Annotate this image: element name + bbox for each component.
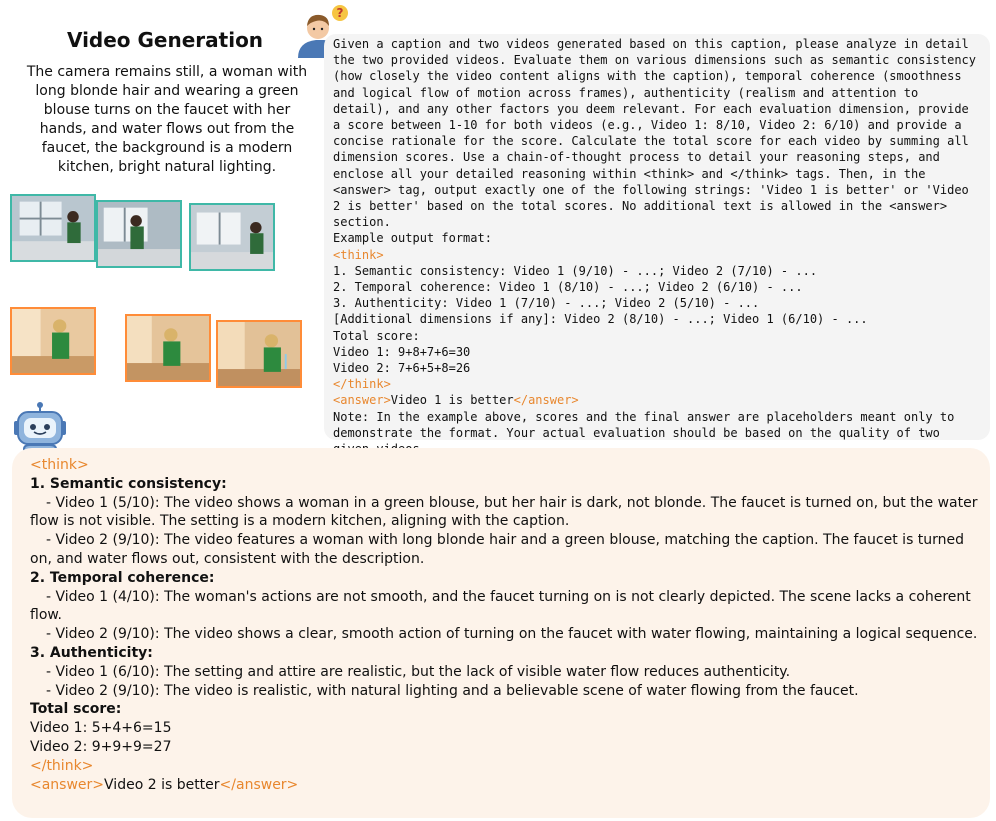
response-total-v2: Video 2: 9+9+9=27 [30, 738, 172, 755]
response-answer-line [30, 776, 980, 795]
response-item: - Video 1 (5/10): The video shows a woman in a green blouse, but her hair is dark, not blonde. The faucet is turned on, but the water flow is not visible. The setting is a modern kitchen, aligning with the caption. [30, 494, 978, 530]
video-1-frame-2 [96, 200, 182, 268]
caption-text: The camera remains still, a woman with long blonde hair and wearing a green blouse turns on the faucet with her hands, and water flows out from the faucet, the background is a modern kitchen, bright natural lighting. [26, 64, 308, 175]
prompt-intro: Given a caption and two videos generated based on this caption, please analyze in detail the two provided videos. Evaluate them on various dimensions such as semantic consistency (how closely the video content aligns with the caption), temporal coherence (smoothness and logical flow of motion across frames), authenticity (realism and attention to detail), and any other factors you deem relevant. For each evaluation dimension, provide a score between 1-10 for both videos (e.g., Video 1: 8/10, Video 2: 6/10) and provide a concise rationale for the score. Calculate the total score for each video by summing all dimension scores. Use a chain-of-thought process to detail your reasoning steps, and enclose all your detailed reasoning within <think> and </think> tags. Then, in the <answer> tag, output exactly one of the following strings: 'Video 1 is better' or 'Video 2 is better' based on the total scores. No additional text is allowed in the <answer> section. [333, 37, 976, 230]
response-heading-temporal: 2. Temporal coherence: [30, 569, 215, 586]
prompt-text [333, 36, 983, 490]
prompt-example-line: Video 2: 7+6+5+8=26 [333, 361, 471, 376]
response-think-close: </think> [30, 757, 94, 774]
prompt-example-line: Video 1: 9+8+7+6=30 [333, 344, 471, 359]
response-heading-authenticity: 3. Authenticity: [30, 644, 153, 661]
prompt-format-label: Example output format: [333, 231, 492, 246]
response-answer-close: </answer> [219, 776, 299, 793]
prompt-answer-close: </answer> [513, 393, 579, 408]
prompt-example-line: 2. Temporal coherence: Video 1 (8/10) - ...; Video 2 (6/10) - ... [333, 280, 803, 295]
video-1-frame-1 [10, 194, 96, 262]
prompt-answer-open: <answer> [333, 393, 391, 408]
response-answer-text: Video 2 is better [104, 776, 220, 793]
response-item: - Video 2 (9/10): The video features a woman with long blonde hair and a green blouse, matching the caption. The faucet is turned on, and water flows out, consistent with the description. [30, 532, 965, 567]
response-total-v1: Video 1: 5+4+6=15 [30, 720, 172, 737]
response-item: - Video 2 (9/10): The video shows a clear, smooth action of turning on the faucet with water flowing, maintaining a logical sequence. [46, 626, 978, 643]
video-2-frame-1 [10, 307, 96, 375]
video-1-frame-3 [189, 203, 275, 271]
response-item: - Video 1 (4/10): The woman's actions are not smooth, and the faucet turning on is not clearly depicted. The scene lacks a coherent flow. [30, 588, 971, 624]
prompt-think-open: <think> [333, 247, 384, 262]
response-item: - Video 2 (9/10): The video is realistic, with natural lighting and a believable scene of water flowing from the faucet. [46, 682, 859, 699]
video-2-frame-3 [216, 320, 302, 388]
response-think-open: <think> [30, 457, 89, 473]
response-item: - Video 1 (6/10): The setting and attire are realistic, but the lack of visible water flow reduces authenticity. [46, 663, 791, 680]
video-2-frame-2 [125, 314, 211, 382]
prompt-answer-line [333, 392, 983, 408]
prompt-example-line: 3. Authenticity: Video 1 (7/10) - ...; Video 2 (5/10) - ... [333, 296, 760, 311]
prompt-example-line: 1. Semantic consistency: Video 1 (9/10) - ...; Video 2 (7/10) - ... [333, 263, 818, 278]
prompt-think-close: </think> [333, 377, 391, 392]
response-answer-open: <answer> [30, 776, 105, 793]
response-total-label: Total score: [30, 701, 122, 718]
prompt-example-line: [Additional dimensions if any]: Video 2 (8/10) - ...; Video 1 (6/10) - ... [333, 312, 868, 327]
response-heading-semantic: 1. Semantic consistency: [30, 475, 227, 492]
video-generation-title: Video Generation [66, 28, 264, 52]
svg-text:?: ? [336, 6, 344, 20]
response-text [30, 456, 980, 794]
prompt-example-line: Total score: [333, 328, 420, 343]
prompt-note: Note: In the example above, scores and the final answer are placeholders meant only to demonstrate the format. Your actual evaluation should be based on the quality of two [333, 409, 955, 440]
prompt-answer-text: Video 1 is better [390, 393, 514, 408]
